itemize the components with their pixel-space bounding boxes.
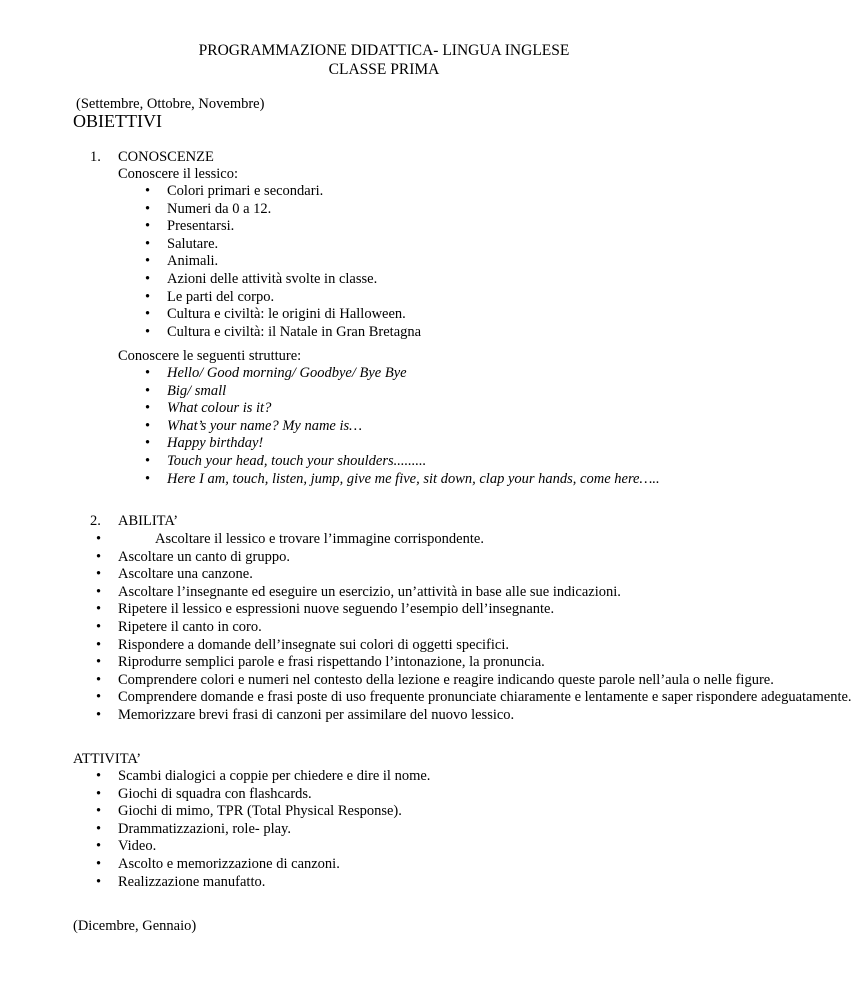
list-item: • Cultura e civiltà: il Natale in Gran Bretagna (145, 323, 422, 340)
list-item: • Ascoltare un canto di gruppo. (96, 548, 290, 565)
list-item: • Presentarsi. (145, 218, 235, 235)
list-item: • Giochi di squadra con flashcards. (96, 785, 312, 802)
list-item: • Big/ small (145, 382, 227, 399)
list-item: • Ripetere il lessico e espressioni nuove seguendo l’esempio dell’insegnante. (96, 601, 555, 618)
list-item: • Memorizzare brevi frasi di canzoni per assimilare del nuovo lessico. (96, 706, 515, 723)
list-item: • Hello/ Good morning/ Goodbye/ Bye Bye (145, 365, 407, 381)
list-item: • Drammatizzazioni, role- play. (96, 820, 291, 837)
list-item: • Le parti del corpo. (145, 288, 275, 305)
list-item: • Cultura e civiltà: le origini di Halloween. (145, 306, 406, 323)
document-title (0, 41, 768, 79)
list-item: • Happy birthday! (145, 435, 264, 452)
title-line-2: CLASSE PRIMA (328, 61, 440, 78)
list-item: • Giochi di mimo, TPR (Total Physical Response). (96, 803, 402, 820)
list-item: • Touch your head, touch your shoulders......... (145, 452, 427, 469)
list-item: • Ascoltare l’insegnante ed eseguire un esercizio, un’attività in base alle sue indicazioni. (96, 583, 621, 600)
structures-intro: Conoscere le seguenti strutture: (118, 348, 302, 364)
list-item: • What colour is it? (145, 400, 272, 417)
list-item: • Animali. (145, 253, 219, 270)
list-item: • Comprendere colori e numeri nel contesto della lezione e reagire indicando queste parole nell’aula o nelle figure. (96, 671, 774, 688)
knowledge-heading: CONOSCENZE (118, 149, 214, 165)
list-item: • Comprendere domande e frasi poste di uso frequente pronunciate chiaramente e lentamente e saper rispondere adeguatamente. (96, 689, 852, 706)
list-item: • Ascoltare il lessico e trovare l’immagine corrispondente. (96, 531, 484, 547)
list-item: • Rispondere a domande dell’insegnate sui colori di oggetti specifici. (96, 636, 509, 653)
objectives-heading: OBIETTIVI (73, 111, 162, 131)
activities-heading: ATTIVITA’ (73, 751, 142, 767)
list-item: • Azioni delle attività svolte in classe. (145, 270, 378, 287)
list-item: • Ascolto e memorizzazione di canzoni. (96, 855, 340, 872)
list-item: • Colori primari e secondari. (145, 183, 324, 199)
section-number-1: 1. (90, 149, 101, 165)
list-item: • Ripetere il canto in coro. (96, 618, 262, 635)
list-item: • Realizzazione manufatto. (96, 873, 266, 890)
list-item: • Ascoltare una canzone. (96, 566, 253, 583)
section-number-2: 2. (90, 513, 101, 529)
structures-list (145, 365, 660, 488)
list-item: • Video. (96, 838, 157, 855)
list-item: • Here I am, touch, listen, jump, give me five, sit down, clap your hands, come here….. (145, 470, 660, 487)
period-label-2: (Dicembre, Gennaio) (73, 918, 197, 934)
list-item: • Numeri da 0 a 12. (145, 200, 272, 217)
list-item: • Riprodurre semplici parole e frasi rispettando l’intonazione, la pronuncia. (96, 654, 545, 671)
skills-heading: ABILITA’ (118, 513, 179, 529)
list-item: • Salutare. (145, 235, 219, 252)
list-item: • What’s your name? My name is… (145, 417, 363, 434)
lexicon-list (145, 183, 422, 341)
skills-list (96, 531, 852, 725)
activities-list (96, 768, 431, 891)
list-item: • Scambi dialogici a coppie per chiedere e dire il nome. (96, 768, 431, 784)
period-label-1: (Settembre, Ottobre, Novembre) (76, 96, 265, 112)
lexicon-intro: Conoscere il lessico: (118, 166, 239, 182)
title-line-1: PROGRAMMAZIONE DIDATTICA- LINGUA INGLESE (198, 42, 570, 59)
